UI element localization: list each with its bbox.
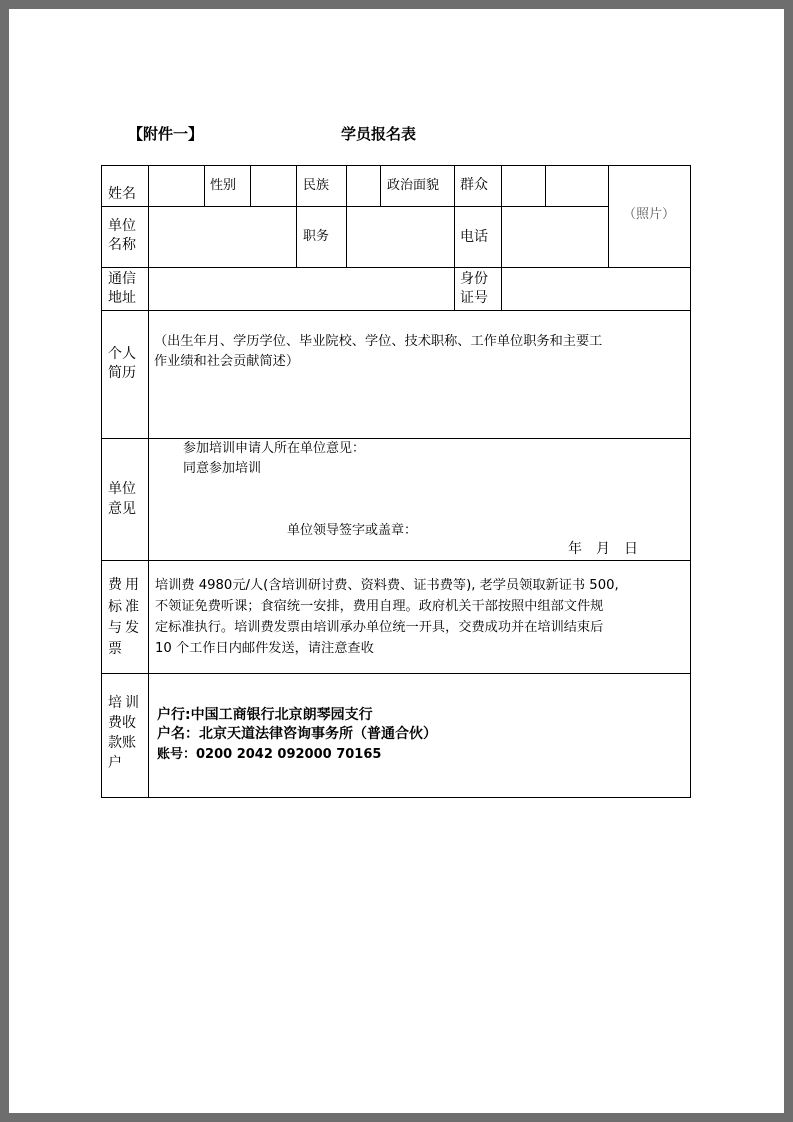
signature-label: 单位领导签字或盖章： <box>287 523 418 538</box>
resume-hint-line1: （出生年月、学历学位、毕业院校、学位、技术职称、工作单位职务和主要工 <box>154 334 603 349</box>
form-title: 学员报名表 <box>341 125 417 143</box>
fee-label-line4: 票 <box>108 641 122 657</box>
resume-label-line2: 简历 <box>108 365 136 381</box>
photo-placeholder[interactable]: （照片） <box>623 207 676 222</box>
account-label-line4: 户 <box>108 755 122 771</box>
address-field[interactable] <box>151 270 453 308</box>
phone-label: 电话 <box>460 229 488 245</box>
blank-field-1[interactable] <box>504 169 544 205</box>
account-number: 账号：0200 2042 092000 70165 <box>157 747 382 762</box>
account-label-line1: 培训 <box>108 695 142 711</box>
opinion-intro: 参加培训申请人所在单位意见： <box>183 441 366 456</box>
position-label: 职务 <box>303 229 330 244</box>
attachment-label: 【附件一】 <box>128 125 204 143</box>
position-field[interactable] <box>349 210 453 265</box>
opinion-label-line1: 单位 <box>108 481 136 497</box>
fee-text-line2: 不领证免费听课；食宿统一安排，费用自理。政府机关干部按照中组部文件规 <box>155 599 604 614</box>
document-page <box>9 9 784 1113</box>
fee-label-line2: 标准 <box>108 599 142 615</box>
resume-label-line1: 个人 <box>108 346 136 362</box>
account-label-line3: 款账 <box>108 735 136 751</box>
fee-text-line3: 定标准执行。培训费发票由培训承办单位统一开具，交费成功并在培训结束后 <box>155 620 604 635</box>
account-label-line2: 费收 <box>108 715 136 731</box>
unit-name-field[interactable] <box>151 210 295 265</box>
unit-name-label-line1: 单位 <box>108 218 136 234</box>
ethnicity-field[interactable] <box>349 169 379 205</box>
address-label-line1: 通信 <box>108 271 136 287</box>
blank-field-2[interactable] <box>548 169 607 205</box>
political-status-label: 政治面貌 <box>387 178 440 193</box>
id-number-label-line1: 身份 <box>460 271 488 287</box>
fee-text-line4: 10 个工作日内邮件发送，请注意查收 <box>155 641 374 656</box>
account-bank: 户行:中国工商银行北京朗琴园支行 <box>157 707 373 723</box>
account-holder: 户名：北京天道法律咨询事务所（普通合伙） <box>157 726 437 742</box>
gender-label: 性别 <box>210 178 237 193</box>
id-number-label-line2: 证号 <box>460 290 488 306</box>
opinion-agree[interactable]: 同意参加培训 <box>183 461 262 476</box>
name-label: 姓名 <box>108 186 136 202</box>
opinion-label-line2: 意见 <box>108 501 136 517</box>
id-number-field[interactable] <box>504 270 689 308</box>
date-label: 年 月 日 <box>568 541 638 557</box>
political-status-value: 群众 <box>460 177 488 193</box>
fee-label-line1: 费用 <box>108 577 142 593</box>
ethnicity-label: 民族 <box>303 178 330 193</box>
name-field[interactable] <box>151 169 203 205</box>
address-label-line2: 地址 <box>108 290 136 306</box>
gender-field[interactable] <box>253 169 295 205</box>
phone-field[interactable] <box>504 210 607 265</box>
unit-name-label-line2: 名称 <box>108 237 136 253</box>
resume-hint-line2[interactable]: 作业绩和社会贡献简述） <box>154 354 300 369</box>
fee-label-line3: 与发 <box>108 620 142 636</box>
fee-text-line1: 培训费 4980元/人(含培训研讨费、资料费、证书费等), 老学员领取新证书 500, <box>155 578 619 593</box>
